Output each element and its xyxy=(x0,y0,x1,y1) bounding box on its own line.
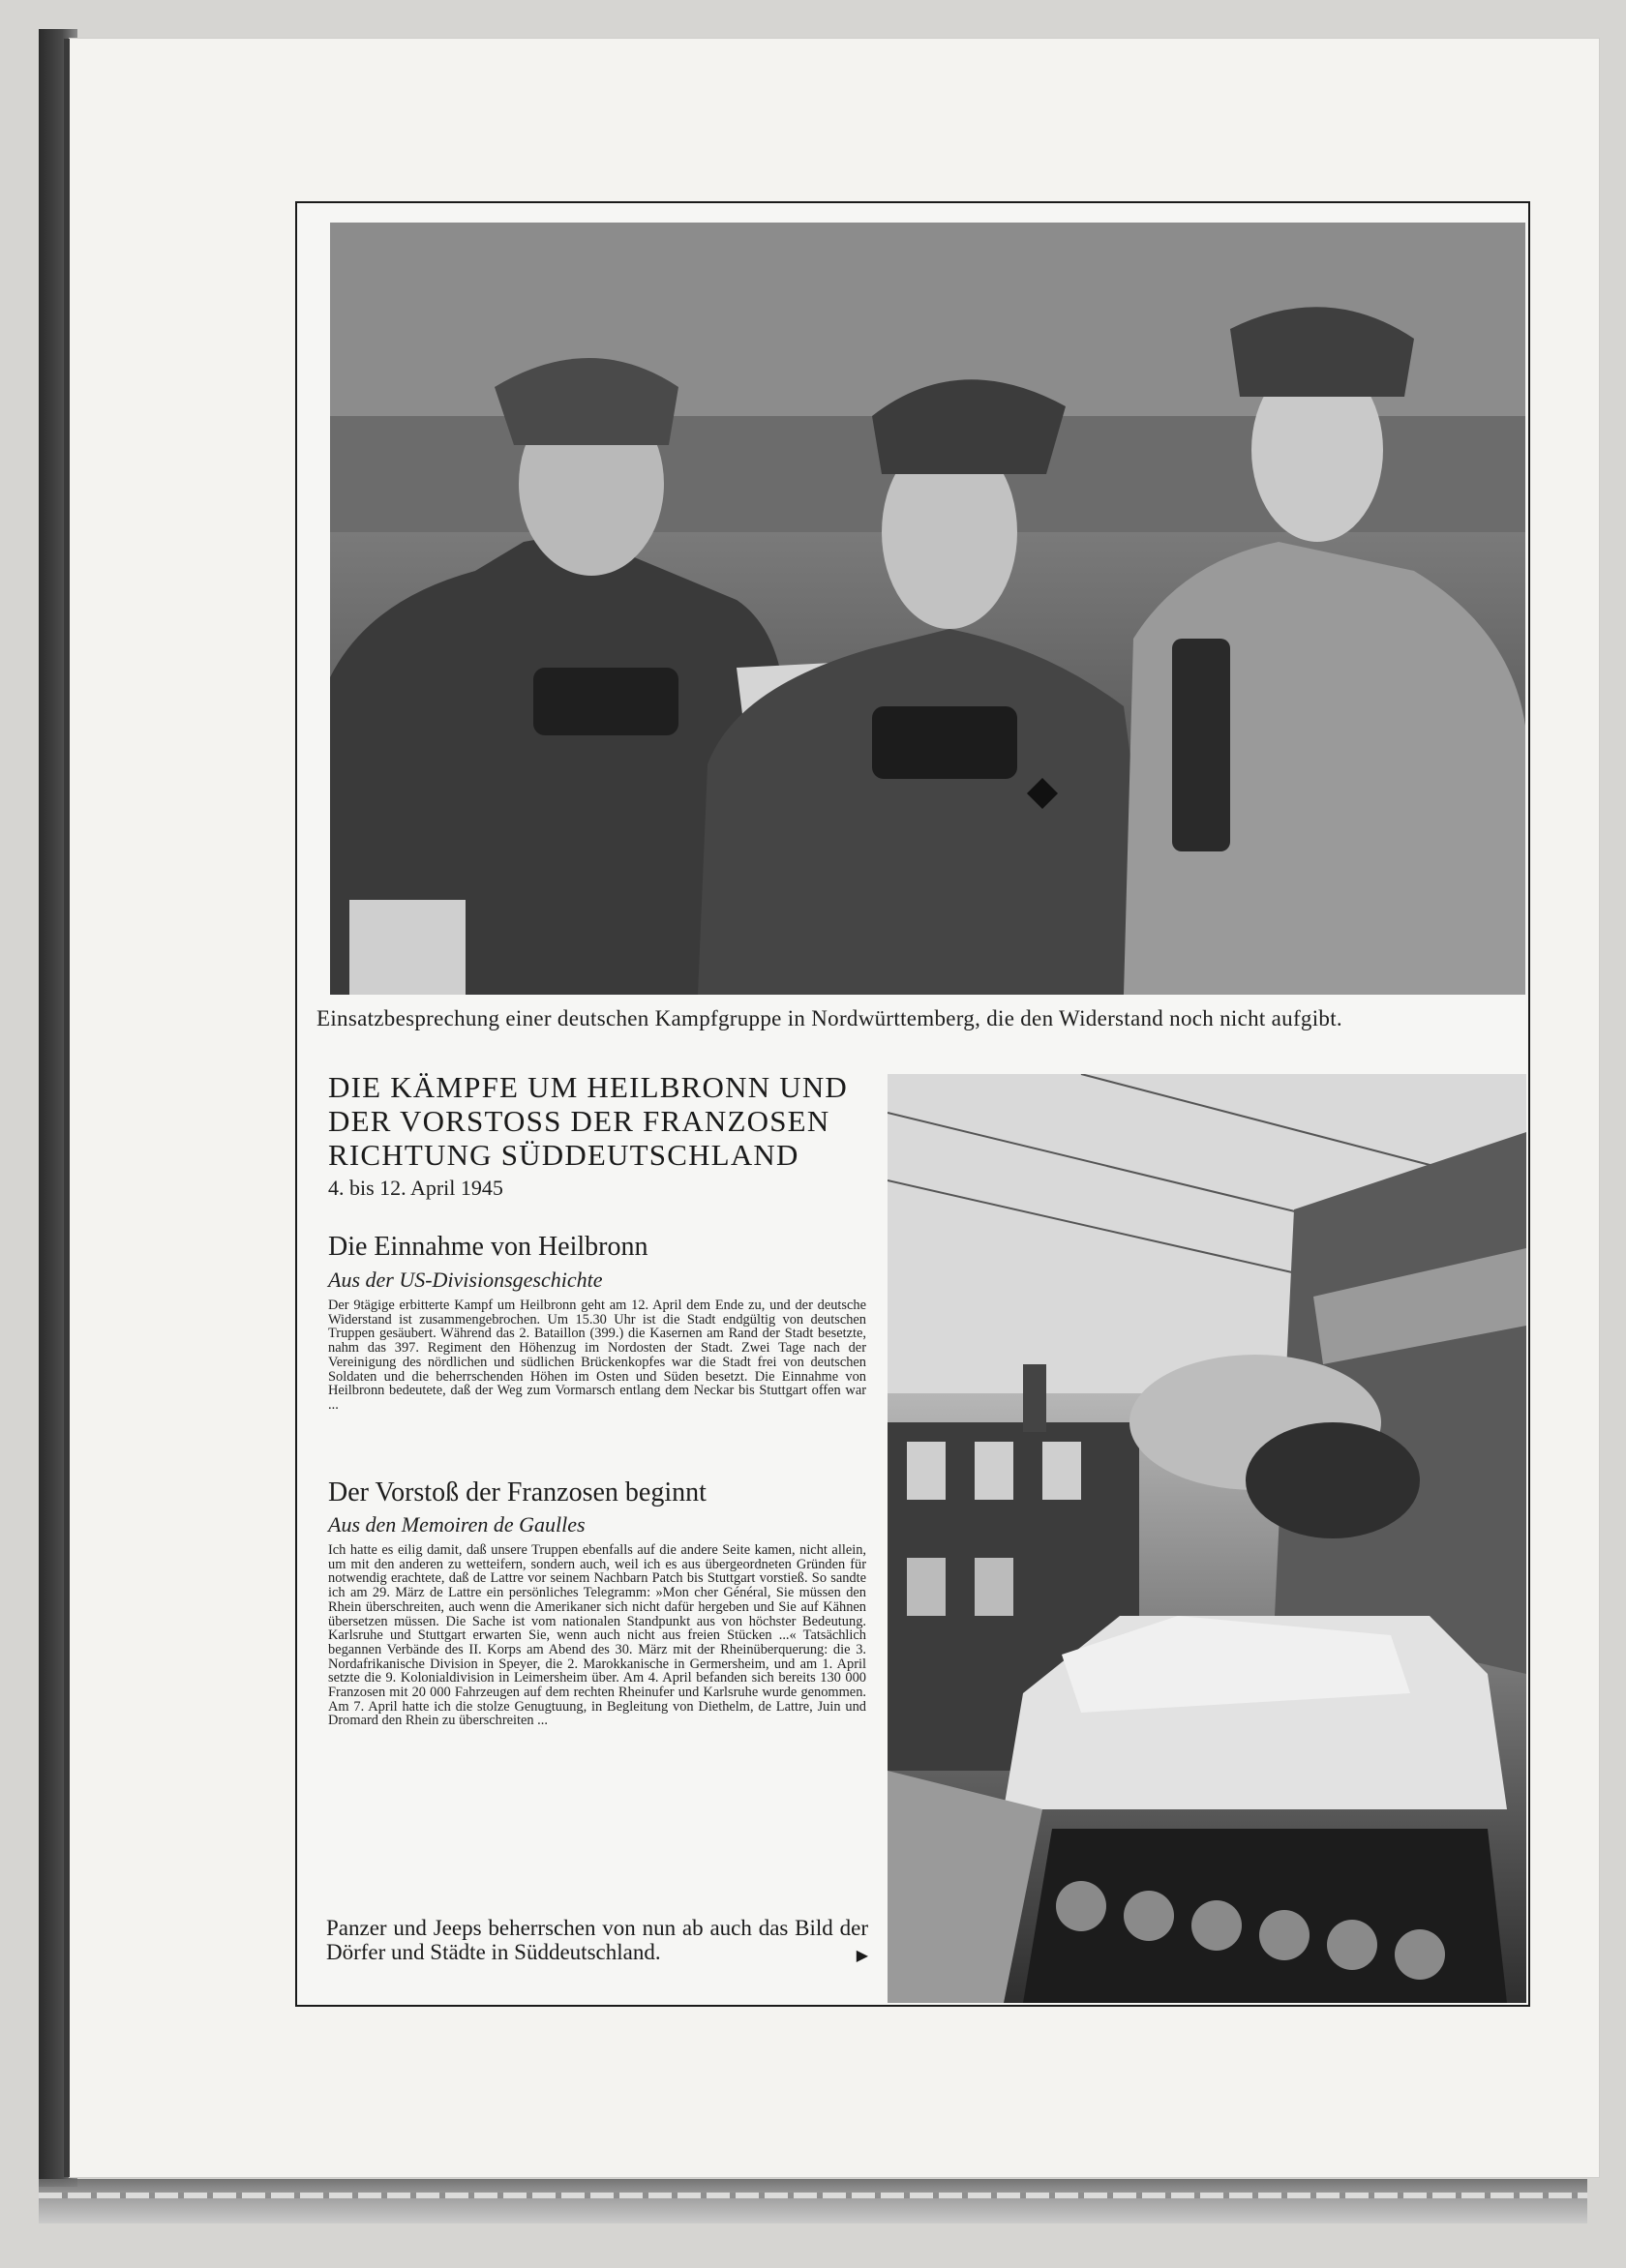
bottom-photo-caption xyxy=(326,1916,868,1968)
section-2-source: Aus den Memoiren de Gaulles xyxy=(328,1512,586,1537)
section-2-title: Der Vorstoß der Franzosen beginnt xyxy=(328,1477,707,1507)
article-headline xyxy=(328,1070,870,1172)
tank-street-photo-image xyxy=(888,1074,1526,2003)
headline-line-3: RICHTUNG SÜDDEUTSCHLAND xyxy=(328,1138,799,1172)
tank-street-photo xyxy=(888,1074,1526,2003)
album-page xyxy=(70,39,1599,2177)
album-sleeve-rail xyxy=(39,2179,1587,2223)
headline-line-1: DIE KÄMPFE UM HEILBRONN UND xyxy=(328,1070,849,1104)
top-photo-caption: Einsatzbesprechung einer deutschen Kampfgruppe in Nordwürttemberg, die den Widerstand noch nicht aufgibt. xyxy=(316,1006,1342,1030)
date-line: 4. bis 12. April 1945 xyxy=(328,1176,503,1200)
section-2-body: Ich hatte es eilig damit, daß unsere Truppen ebenfalls auf die andere Seite kamen, nicht allein, um mit den anderen zu wetteifern, sondern auch, weil ich es aus übergeordneten Gründen für notwendig erachtete, daß de Lattre vor seinem Nachbarn Patch bis Stuttgart vorstieß. So sandte ich am 29. März de Lattre ein persönliches Telegramm: »Mon cher Général, Sie müssen den Rhein überschreiten, auch wenn die Amerikaner sich nicht dafür hergeben und Sie auf Kähnen übersetzen müssen. Die Sache ist vom nationalen Standpunkt aus von höchster Bedeutung. Karlsruhe und Stuttgart erwarten Sie, wenn auch nicht aus freien Stücken ...« Tatsächlich begannen Verbände des II. Korps am Abend des 30. März mit der Rheinüberquerung: die 3. Nordafrikanische Division in Speyer, die 2. Marokkanische in Germersheim, und am 1. April setzte die 9. Kolonialdivision in Leimersheim über. Am 4. April befanden sich bereits 130 000 Franzosen mit 20 000 Fahrzeugen auf dem rechten Rheinufer und Karlsruhe wurde genommen. Am 7. April hatte ich die stolze Genugtuung, in Begleitung von Diethelm, de Lattre, Juin und Dromard den Rhein zu überschreiten ... xyxy=(328,1542,866,1729)
section-1-body: Der 9tägige erbitterte Kampf um Heilbronn geht am 12. April dem Ende zu, und der deutsche Widerstand ist zusammengebrochen. Um 15.30 Uhr ist die Stadt endgültig von deutschen Truppen gesäubert. Während das 2. Bataillon (399.) die Kasernen am Rand der Stadt besetzte, nahm das 397. Regiment den Höhenzug im Nordosten der Stadt. Zwei Tage nach der Vereinigung des nördlichen und südlichen Brückenkopfes war die Stadt frei von deutschen Soldaten und die beherrschenden Höhen im Osten und Süden besetzt. Die Einnahme von Heilbronn bedeutete, daß der Weg zum Vormarsch entlang dem Neckar bis Stuttgart offen war ... xyxy=(328,1298,866,1413)
soldiers-photo xyxy=(330,223,1525,995)
soldiers-photo-image xyxy=(330,223,1525,995)
bottom-caption-text: Panzer und Jeeps beherrschen von nun ab auch das Bild der Dörfer und Städte in Süddeutschland. xyxy=(326,1916,868,1964)
section-1-source: Aus der US-Divisionsgeschichte xyxy=(328,1268,603,1292)
next-page-arrow-icon: ▶ xyxy=(856,1948,868,1964)
newspaper-clipping xyxy=(295,201,1530,2007)
headline-line-2: DER VORSTOSS DER FRANZOSEN xyxy=(328,1104,830,1138)
section-1-title: Die Einnahme von Heilbronn xyxy=(328,1232,648,1262)
